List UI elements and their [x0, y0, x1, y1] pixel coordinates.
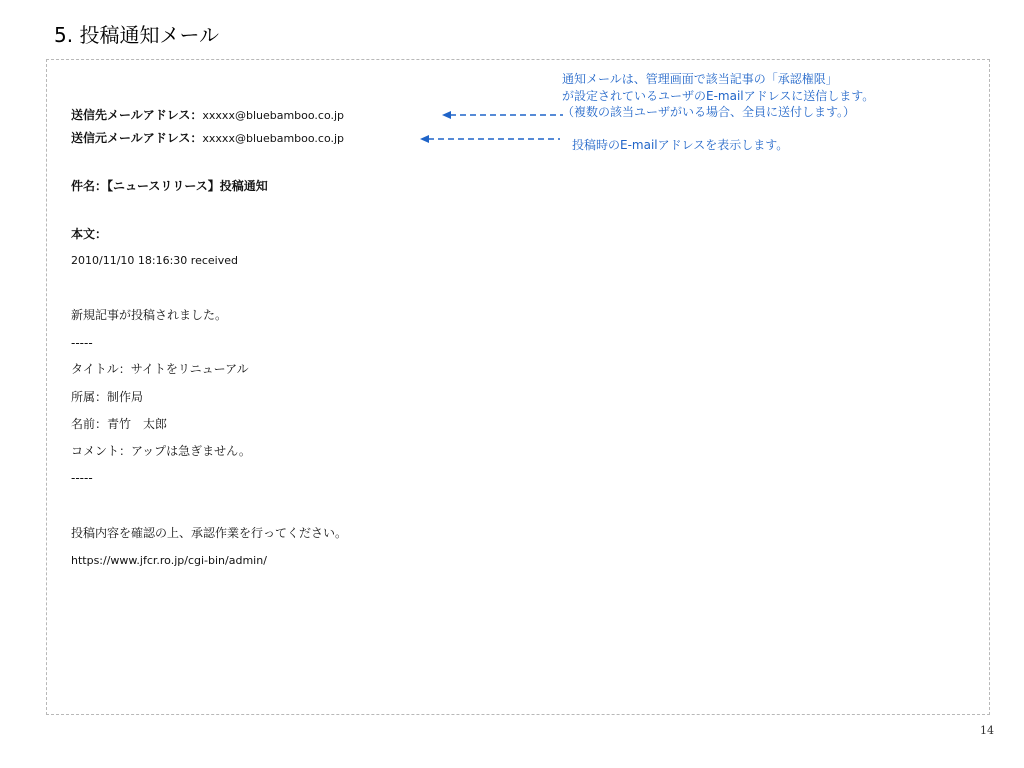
received-timestamp: 2010/11/10 18:16:30 received [71, 254, 238, 267]
page-title: 5. 投稿通知メール [54, 23, 220, 47]
to-address-label: 送信先メールアドレス： [71, 108, 203, 122]
admin-url: https://www.jfcr.ro.jp/cgi-bin/admin/ [71, 554, 267, 567]
notify-users-note-line-2: が設定されているユーザのE-mailアドレスに送信します。 [562, 89, 875, 103]
body-label: 本文： [71, 227, 108, 241]
body-separator-bottom: ----- [71, 471, 93, 485]
body-poster-name: 名前：青竹 太郎 [71, 417, 168, 431]
to-address-row [71, 107, 344, 124]
body-intro: 新規記事が投稿されました。 [71, 308, 228, 322]
mail-subject: 件名：【ニュースリリース】投稿通知 [71, 179, 268, 193]
to-address-arrow-icon [440, 108, 565, 122]
page-number: 14 [980, 724, 994, 737]
notify-users-note-line-3: （複数の該当ユーザがいる場合、全員に送付します。） [562, 105, 856, 119]
from-address-label: 送信元メールアドレス： [71, 131, 203, 145]
from-address-arrow-icon [418, 132, 563, 146]
notify-users-note-line-1: 通知メールは、管理画面で該当記事の「承認権限」 [562, 72, 838, 86]
body-separator-top: ----- [71, 336, 93, 350]
poster-email-note: 投稿時のE-mailアドレスを表示します。 [572, 138, 789, 152]
body-instruction: 投稿内容を確認の上、承認作業を行ってください。 [71, 526, 348, 540]
body-article-title: タイトル：サイトをリニューアル [71, 362, 249, 376]
from-address-row [71, 130, 344, 147]
from-address-value: xxxxx@bluebamboo.co.jp [202, 132, 345, 145]
body-department: 所属：制作局 [71, 390, 144, 404]
body-comment: コメント：アップは急ぎません。 [71, 444, 251, 458]
mail-preview-frame [46, 59, 990, 715]
to-address-value: xxxxx@bluebamboo.co.jp [202, 109, 345, 122]
